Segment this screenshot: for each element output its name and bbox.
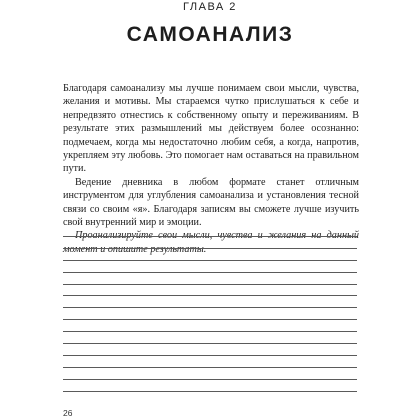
writing-line — [63, 319, 357, 320]
paragraph-intro: Благодаря самоанализу мы лучше понимаем свои мысли, чувства, желания и мотивы. Мы стараемся чутко прислушаться к себе и непредвзято отнестись к собственному опыту и переживаниям. В результате этих размышлений мы действуем более осознанно: подмечаем, когда мы недостаточно любим себя, а когда, напротив, укрепляем эту любовь. Это помогает нам оставаться на правильном пути. — [63, 83, 359, 175]
writing-line — [63, 284, 357, 285]
writing-line — [63, 236, 357, 237]
writing-line — [63, 391, 357, 392]
writing-line — [63, 260, 357, 261]
writing-line — [63, 367, 357, 368]
writing-line — [63, 379, 357, 380]
writing-line — [63, 248, 357, 249]
paragraph-journaling: Ведение дневника в любом формате станет отличным инструментом для углубления самоанализа и установления тесной связи со своим «я». Благодаря записям вы сможете лучше изучить свой внутренний мир и эмоции. — [63, 176, 359, 229]
writing-line — [63, 295, 357, 296]
writing-line — [63, 307, 357, 308]
writing-line — [63, 355, 357, 356]
writing-prompt: Проанализируйте свои мысли, чувства и желания на данный момент и опишите результаты. — [63, 230, 359, 255]
writing-line — [63, 272, 357, 273]
writing-line — [63, 343, 357, 344]
writing-lines — [63, 236, 357, 402]
page-number: 26 — [63, 408, 73, 418]
chapter-label: ГЛАВА 2 — [183, 1, 237, 13]
writing-line — [63, 331, 357, 332]
body-text — [63, 82, 359, 256]
chapter-title: САМОАНАЛИЗ — [126, 23, 294, 46]
